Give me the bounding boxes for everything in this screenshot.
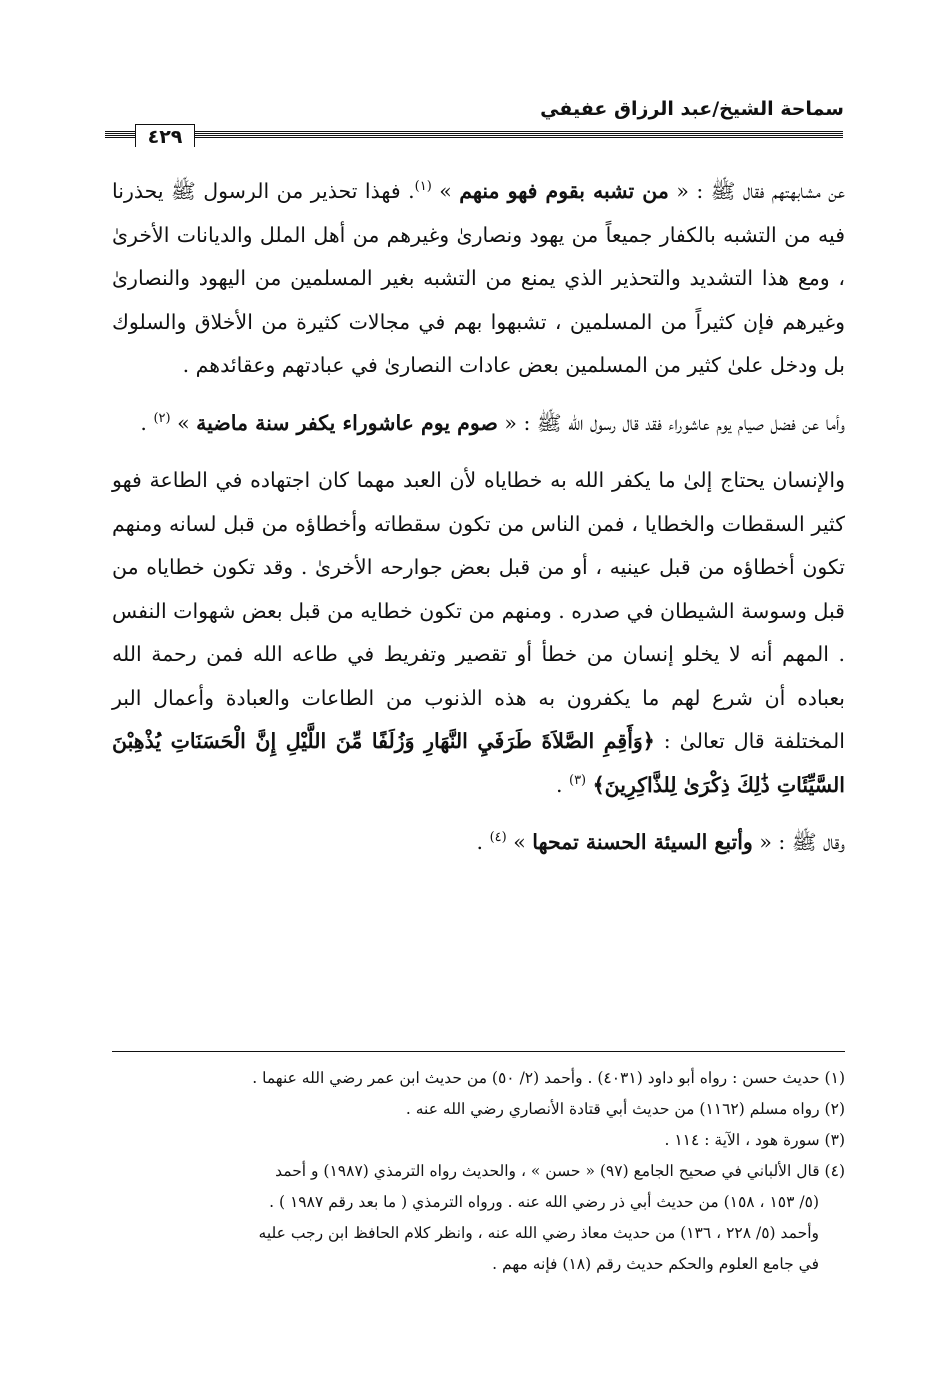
- running-title: سماحة الشيخ/عبد الرزاق عفيفي: [540, 98, 844, 120]
- paragraph-4-text-a: وقال ﷺ : «: [752, 830, 845, 854]
- footnote-ref-4: (٤): [489, 830, 507, 846]
- hadith-quote-3: وأتبع السيئة الحسنة تمحها: [532, 830, 753, 854]
- paragraph-3: [112, 459, 845, 807]
- footnote-2: (٢) رواه مسلم (١١٦٢) من حديث أبي قتادة الأنصاري رضي الله عنه .: [405, 1100, 845, 1118]
- paragraph-3-text-a: والإنسان يحتاج إلىٰ ما يكفر الله به خطاياه لأن العبد مهما كان اجتهاده في الطاعة فهو كثير السقطات والخطايا ، فمن الناس من تكون سقطاته وأخطاؤه من قبل لسانه ومنهم تكون أخطاؤه من قبل عينيه ، أو من قبل بعض جوارحه الأخرىٰ . وقد تكون خطاياه من قبل وسوسة الشيطان في صدره . ومنهم من تكون خطايه من قبل بعض شهوات النفس . المهم أنه لا يخلو إنسان من خطأ أو تقصير وتفريط في طاعه الله فمن رحمة الله بعباده أن شرع لهم ما يكفرون به هذه الذنوب من الطاعات والعبادة وأعمال البر المختلفة قال تعالىٰ :: [112, 468, 845, 753]
- footnote-ref-1: (١): [414, 179, 432, 195]
- footnote-ref-3: (٣): [568, 772, 587, 788]
- paragraph-2: [112, 402, 845, 446]
- body-text: [112, 170, 845, 865]
- page-number: ٤٢٩: [135, 124, 195, 147]
- paragraph-1-text-a: عن مشابهتهم فقال ﷺ : «: [668, 179, 846, 203]
- paragraph-1: [112, 170, 845, 388]
- footnote-ref-2: (٢): [153, 410, 171, 426]
- paragraph-2-text-b: »: [170, 410, 197, 435]
- hadith-quote-1: من تشبه بقوم فهو منهم: [459, 179, 669, 203]
- footnote-separator: [112, 1051, 845, 1052]
- paragraph-4-text-b: »: [506, 830, 533, 854]
- footnote-1: (١) حديث حسن : رواه أبو داود (٤٠٣١) . وأحمد (٢/ ٥٠) من حديث ابن عمر رضي الله عنهما .: [252, 1069, 845, 1087]
- paragraph-2-text-a: وأما عن فضل صيام يوم عاشوراء فقد قال رسول الله ﷺ : «: [497, 410, 845, 435]
- paragraph-3-text-c: .: [555, 772, 569, 797]
- footnote-4-line-3: وأحمد (٥/ ٢٢٨ ، ١٣٦) من حديث معاذ رضي الله عنه ، وانظر كلام الحافظ ابن رجب عليه: [258, 1224, 819, 1242]
- paragraph-1-text-b: »: [431, 179, 460, 203]
- footnote-3: (٣) سورة هود ، الآية : ١١٤ .: [664, 1131, 845, 1149]
- footnote-4: (٤) قال الألباني في صحيح الجامع (٩٧) « حسن » ، والحديث رواه الترمذي (١٩٨٧) و أحمد: [275, 1162, 845, 1180]
- footnote-4-line-4: في جامع العلوم والحكم حديث رقم (١٨) فإنه مهم .: [492, 1255, 819, 1273]
- header-rule-left: [105, 131, 135, 138]
- paragraph-2-text-c: .: [140, 410, 154, 435]
- header-rule-right: [193, 131, 843, 138]
- paragraph-1-text-c: . فهذا تحذير من الرسول ﷺ يحذرنا فيه من التشبه بالكفار جميعاً من يهود ونصارىٰ وغيرهم من أهل الملل والديانات الأخرىٰ ، ومع هذا التشديد والتحذير الذي يمنع من التشبه بغير المسلمين من اليهود والنصارىٰ وغيرهم فإن كثيراً من المسلمين ، تشبهوا بهم في مجالات كثيرة من الأخلاق والسلوك بل ودخل علىٰ كثير من المسلمين بعض عادات النصارىٰ في عبادتهم وعقائدهم .: [112, 179, 845, 377]
- header-rule: [105, 124, 843, 152]
- paragraph-4-text-c: .: [476, 830, 490, 854]
- paragraph-4: [112, 821, 845, 865]
- hadith-quote-2: صوم يوم عاشوراء يكفر سنة ماضية: [196, 410, 498, 435]
- footnotes: [112, 1063, 845, 1280]
- quran-verse: ﴿وَأَقِمِ الصَّلاَةَ طَرَفَيِ النَّهَارِ وَزُلَفًا مِّنَ اللَّيْلِ إِنَّ الْحَسَنَاتِ يُذْهِبْنَ السَّيِّئَاتِ ذَٰلِكَ ذِكْرَىٰ لِلذَّاكِرِينَ﴾: [112, 729, 845, 797]
- footnote-4-line-2: (٥/ ١٥٣ ، ١٥٨) من حديث أبي ذر رضي الله عنه . ورواه الترمذي ( ما بعد رقم ١٩٨٧ ) .: [269, 1193, 819, 1211]
